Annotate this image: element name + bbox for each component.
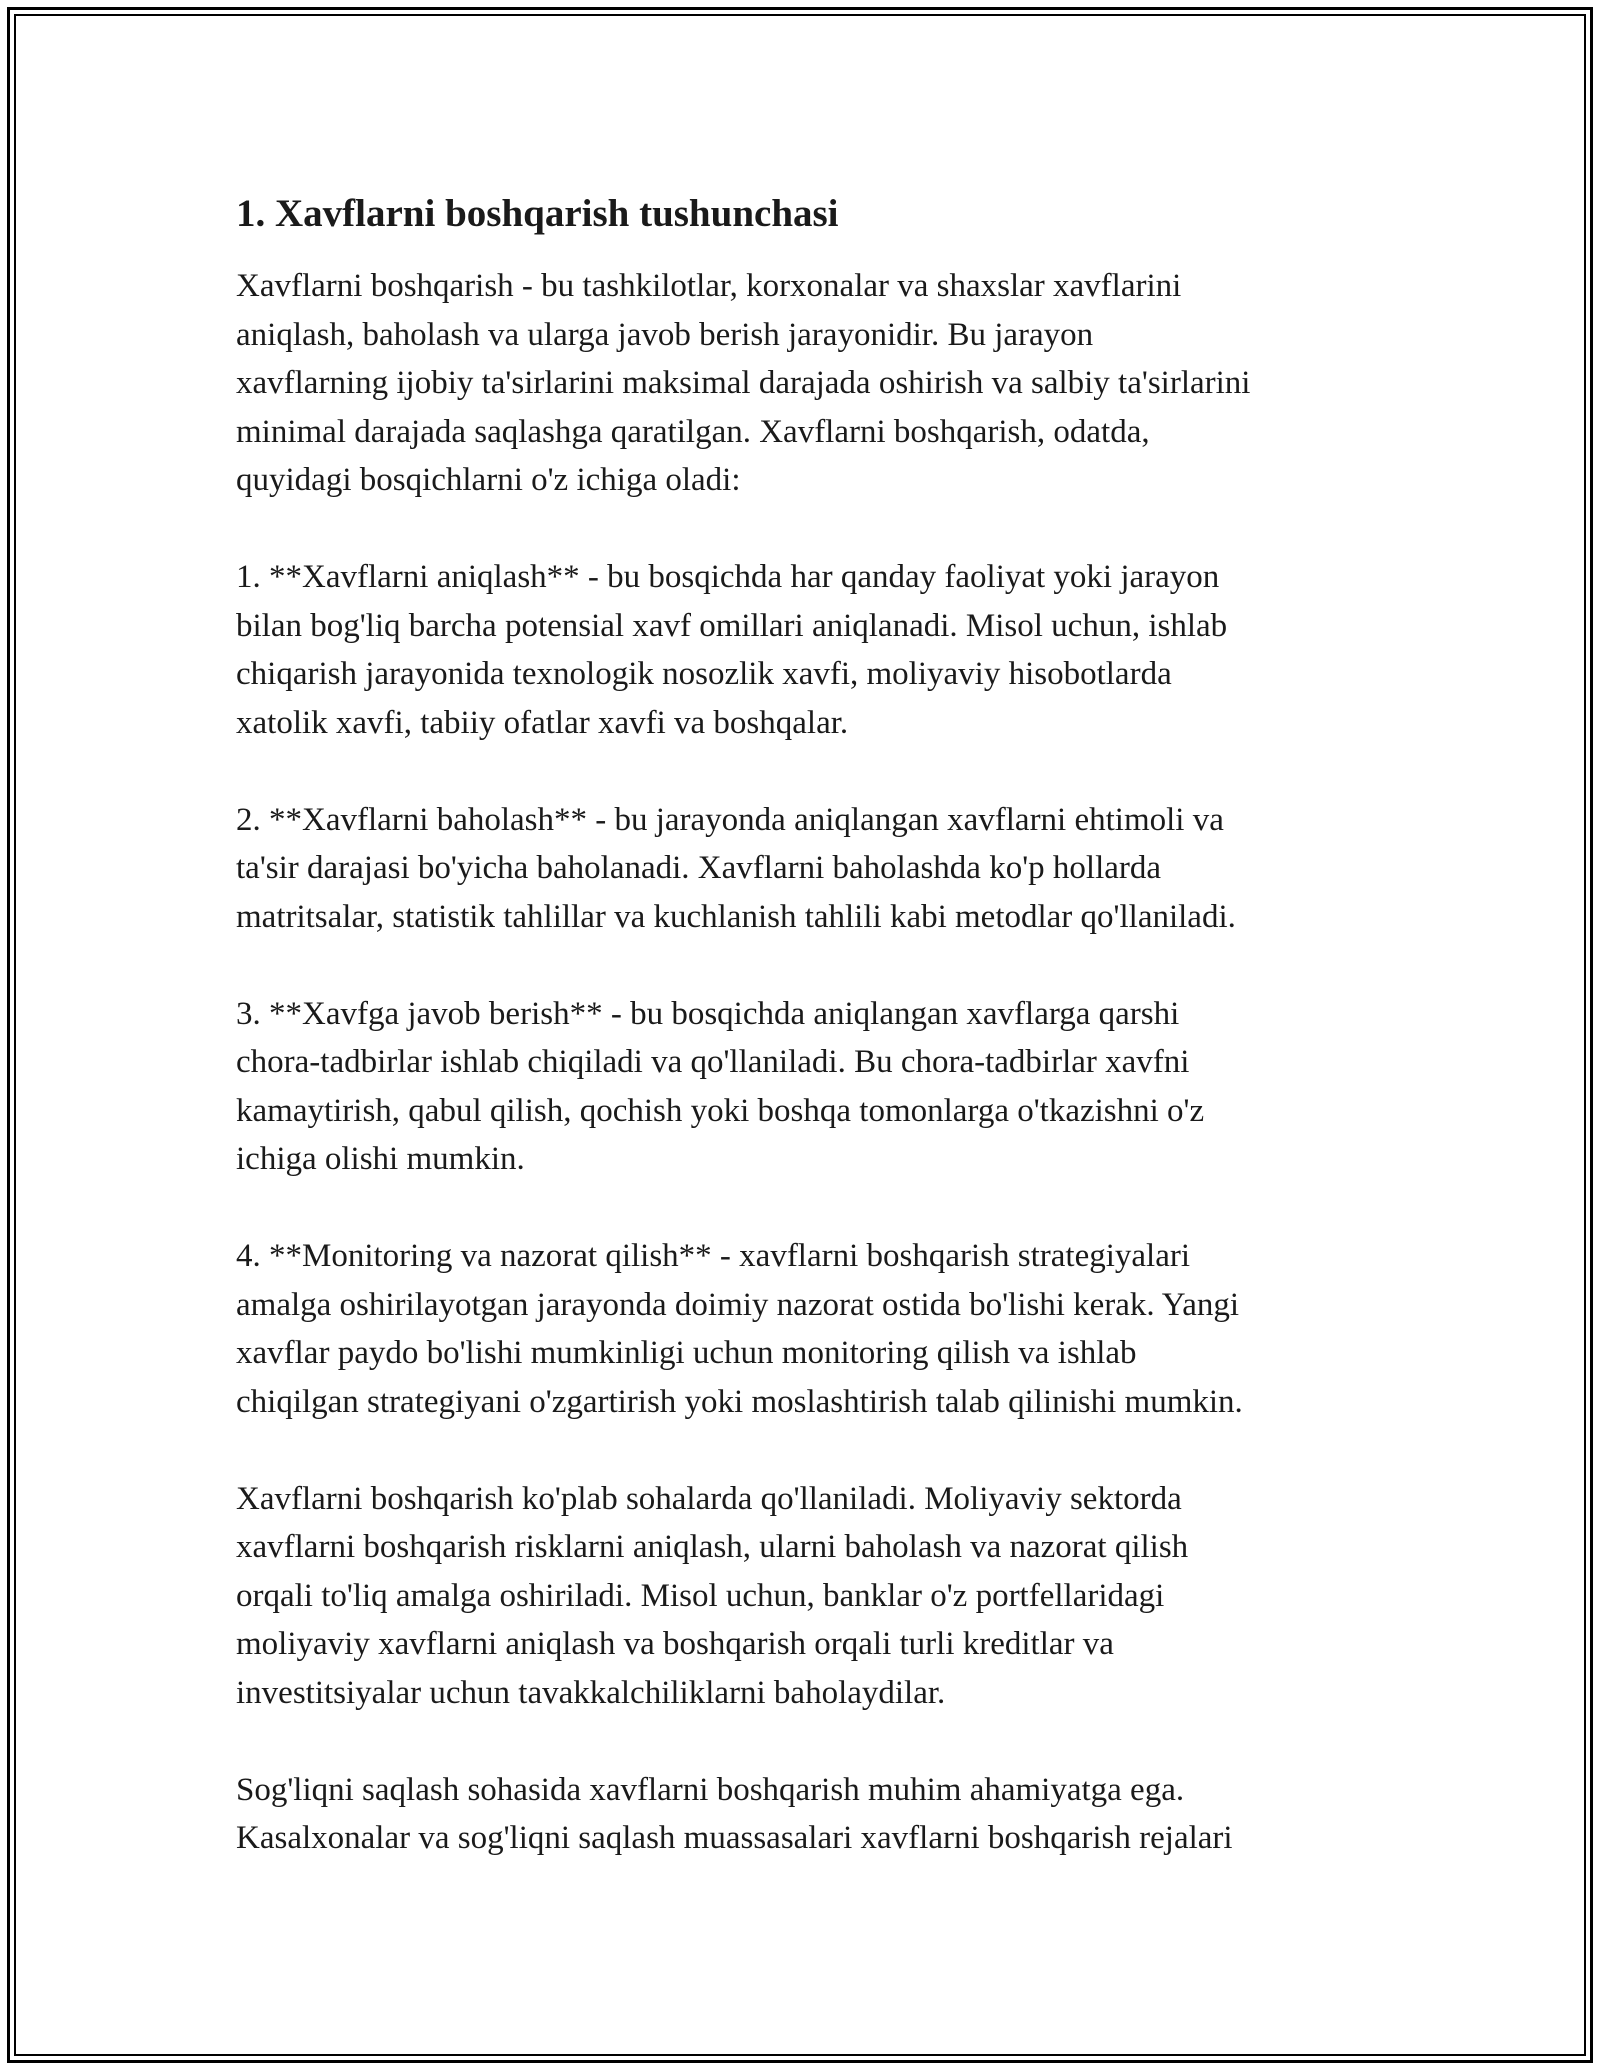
text-line: Sog'liqni saqlash sohasida xavflarni boshqarish muhim ahamiyatga ega. [236, 1771, 1185, 1808]
text-line: 4. **Monitoring va nazorat qilish** - xavflarni boshqarish strategiyalari [236, 1238, 1191, 1274]
text-line: Xavflarni boshqarish - bu tashkilotlar, korxonalar va shaxslar xavflarini [236, 268, 1182, 304]
text-line: chora-tadbirlar ishlab chiqiladi va qo'llaniladi. Bu chora-tadbirlar xavfni [236, 1044, 1190, 1080]
text-line: quyidagi bosqichlarni o'z ichiga oladi: [236, 462, 741, 498]
section-heading: 1. Xavflarni boshqarish tushunchasi [236, 192, 839, 235]
paragraph-healthcare [236, 1766, 1386, 1863]
paragraph-step-1 [236, 553, 1386, 747]
text-line: xatolik xavfi, tabiiy ofatlar xavfi va boshqalar. [236, 704, 849, 741]
text-line: amalga oshirilayotgan jarayonda doimiy nazorat ostida bo'lishi kerak. Yangi [236, 1286, 1240, 1323]
text-line: moliyaviy xavflarni aniqlash va boshqarish orqali turli kreditlar va [236, 1626, 1114, 1662]
text-line: chiqarish jarayonida texnologik nosozlik xavfi, moliyaviy hisobotlarda [236, 656, 1172, 692]
text-line: xavflarning ijobiy ta'sirlarini maksimal darajada oshirish va salbiy ta'sirlarini [236, 365, 1251, 401]
text-line: bilan bog'liq barcha potensial xavf omillari aniqlanadi. Misol uchun, ishlab [236, 607, 1228, 644]
text-line: matritsalar, statistik tahlillar va kuchlanish tahlili kabi metodlar qo'llaniladi. [236, 898, 1236, 935]
paragraph-intro [236, 262, 1386, 505]
text-line: 1. **Xavflarni aniqlash** - bu bosqichda har qanday faoliyat yoki jarayon [236, 559, 1220, 595]
text-line: minimal darajada saqlashga qaratilgan. Xavflarni boshqarish, odatda, [236, 413, 1150, 450]
text-line: Kasalxonalar va sog'liqni saqlash muassasalari xavflarni boshqarish rejalari [236, 1820, 1233, 1856]
paragraph-step-2 [236, 796, 1386, 942]
text-line: 2. **Xavflarni baholash** - bu jarayonda aniqlangan xavflarni ehtimoli va [236, 801, 1224, 838]
text-line: 3. **Xavfga javob berish** - bu bosqichda aniqlangan xavflarga qarshi [236, 995, 1180, 1032]
document-body [236, 182, 1386, 1911]
text-line: investitsiyalar uchun tavakkalchiliklarni baholaydilar. [236, 1674, 946, 1711]
text-line: aniqlash, baholash va ularga javob berish jarayonidir. Bu jarayon [236, 316, 1094, 353]
paragraph-step-3 [236, 990, 1386, 1184]
paragraph-step-4 [236, 1232, 1386, 1426]
text-line: Xavflarni boshqarish ko'plab sohalarda qo'llaniladi. Moliyaviy sektorda [236, 1480, 1182, 1517]
text-line: ta'sir darajasi bo'yicha baholanadi. Xavflarni baholashda ko'p hollarda [236, 850, 1162, 886]
paragraph-applications [236, 1475, 1386, 1718]
text-line: ichiga olishi mumkin. [236, 1141, 525, 1177]
text-line: chiqilgan strategiyani o'zgartirish yoki moslashtirish talab qilinishi mumkin. [236, 1383, 1243, 1420]
text-line: xavflarni boshqarish risklarni aniqlash, ularni baholash va nazorat qilish [236, 1529, 1189, 1565]
text-line: kamaytirish, qabul qilish, qochish yoki boshqa tomonlarga o'tkazishni o'z [236, 1092, 1205, 1129]
text-line: xavflar paydo bo'lishi mumkinligi uchun monitoring qilish va ishlab [236, 1335, 1137, 1371]
text-line: orqali to'liq amalga oshiriladi. Misol uchun, banklar o'z portfellaridagi [236, 1577, 1165, 1614]
